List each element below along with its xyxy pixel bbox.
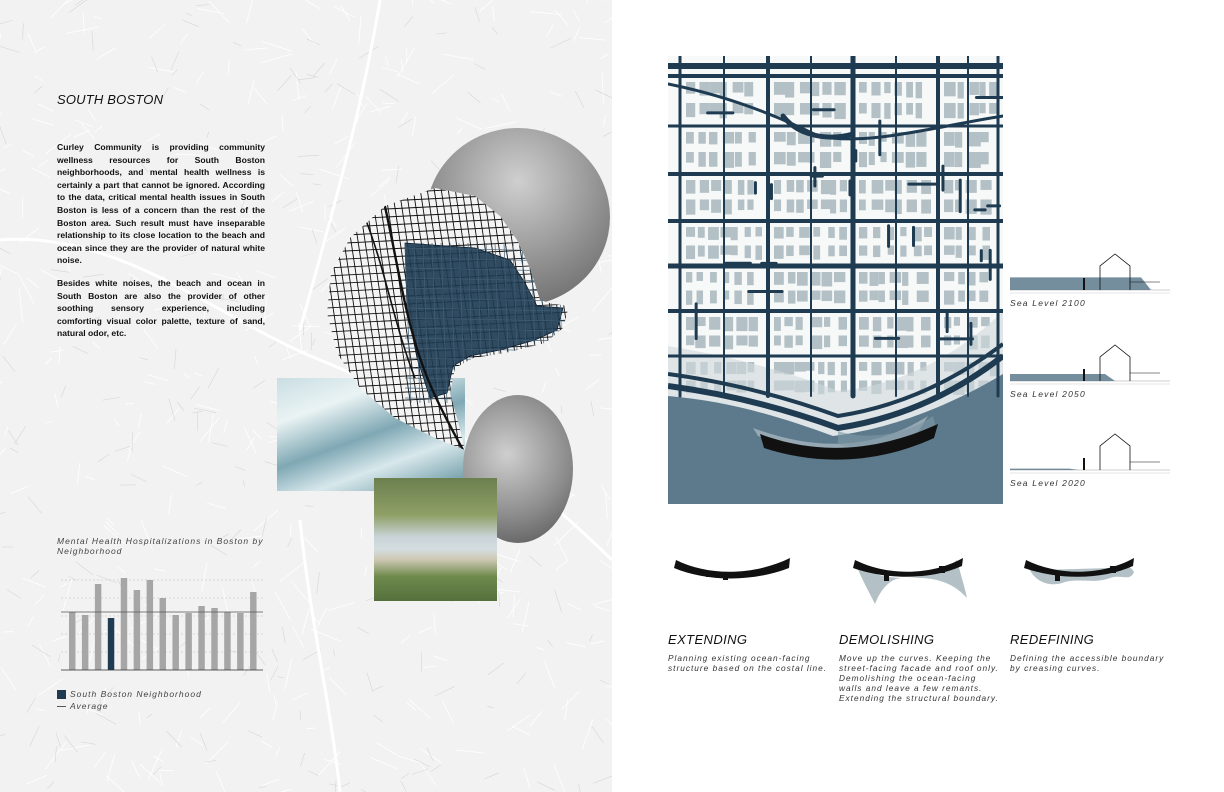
strategy-description: Move up the curves. Keeping the street-facing facade and roof only. Demolishing the ocean-facing walls and leave a few remants. Extending the structural boundary. bbox=[839, 653, 999, 703]
strategy-heading: REDEFINING bbox=[1010, 632, 1095, 647]
house-outline bbox=[1100, 434, 1130, 470]
south-boston-district-map bbox=[325, 188, 570, 453]
legend-line-average bbox=[57, 706, 66, 707]
strategy-description: Planning existing ocean-facing structure based on the costal line. bbox=[668, 653, 828, 673]
intro-paragraph: Besides white noises, the beach and ocean in South Boston are also the provider of other soothing sensory experience, including comforting visual color palette, texture of sand, natural odor, etc. bbox=[57, 277, 265, 339]
sea-level-label: Sea Level 2100 bbox=[1010, 298, 1086, 308]
park-bench-photo bbox=[374, 478, 497, 601]
chart-bar bbox=[82, 615, 88, 670]
legend-label-average: Average bbox=[70, 701, 109, 711]
section-drawing-2100 bbox=[1010, 252, 1170, 296]
extending-diagram bbox=[668, 548, 798, 606]
chart-bar bbox=[172, 615, 178, 670]
redefining-diagram bbox=[1010, 548, 1140, 606]
site-plan-map bbox=[668, 56, 1003, 504]
sea-level-label: Sea Level 2020 bbox=[1010, 478, 1086, 488]
legend-label-south-boston: South Boston Neighborhood bbox=[70, 689, 202, 699]
right-page bbox=[612, 0, 1224, 792]
bar-south-boston bbox=[108, 618, 114, 670]
page-title: SOUTH BOSTON bbox=[57, 92, 164, 107]
chart-bar bbox=[147, 580, 153, 670]
chart-bar bbox=[134, 590, 140, 670]
hospitalization-bar-chart bbox=[57, 570, 267, 675]
section-sea-level-2100 bbox=[1010, 252, 1170, 308]
water-level bbox=[1010, 469, 1079, 470]
section-sea-level-2020 bbox=[1010, 432, 1170, 488]
strategy-redefining bbox=[1010, 548, 1170, 673]
strategy-heading: DEMOLISHING bbox=[839, 632, 935, 647]
section-sea-level-2050 bbox=[1010, 343, 1170, 399]
chart-bar bbox=[224, 612, 230, 670]
intro-paragraph: Curley Community is providing community wellness resources for South Boston neighborhoods, and mental health wellness is certainly a part that cannot be ignored. According to the data, critical mental health issues in South Boston is less of a concern than the rest of the Boston area. Such result must have inseparable relationship to its close location to the beach and ocean since they are the provider of natural white noise. bbox=[57, 142, 265, 266]
chart-bar bbox=[69, 612, 75, 670]
intro-text bbox=[57, 141, 265, 350]
legend-swatch-south-boston bbox=[57, 690, 66, 699]
demolishing-diagram bbox=[839, 548, 969, 606]
chart-bar bbox=[211, 608, 217, 670]
chart-bar bbox=[121, 578, 127, 670]
chart-bar bbox=[250, 592, 256, 670]
chart-bar bbox=[95, 584, 101, 670]
chart-bar bbox=[198, 606, 204, 670]
sea-level-label: Sea Level 2050 bbox=[1010, 389, 1086, 399]
legend-south-boston bbox=[57, 689, 202, 699]
strategy-description: Defining the accessible boundary by creasing curves. bbox=[1010, 653, 1165, 673]
section-drawing-2020 bbox=[1010, 432, 1170, 476]
chart-bar bbox=[185, 613, 191, 670]
chart-bar bbox=[237, 613, 243, 670]
chart-bar bbox=[160, 598, 166, 670]
section-drawing-2050 bbox=[1010, 343, 1170, 387]
chart-title: Mental Health Hospitalizations in Boston by Neighborhood bbox=[57, 536, 264, 556]
strategy-heading: EXTENDING bbox=[668, 632, 748, 647]
water-level bbox=[1010, 374, 1115, 381]
strategy-demolishing bbox=[839, 548, 999, 703]
legend-average bbox=[57, 701, 109, 711]
strategy-extending bbox=[668, 548, 828, 673]
